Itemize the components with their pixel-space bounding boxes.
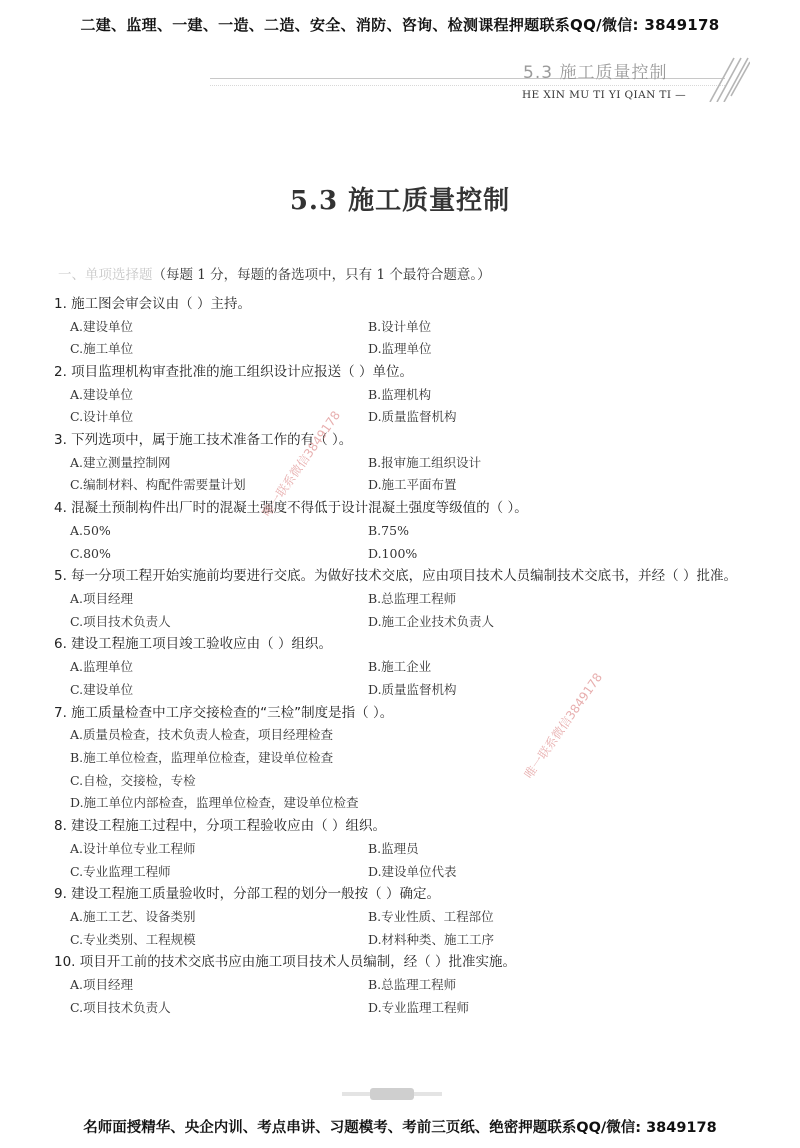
question-8 — [54, 815, 754, 883]
question-stem: 2. 项目监理机构审查批准的施工组织设计应报送（ ）单位。 — [54, 364, 413, 381]
top-banner: 二建、监理、一建、一造、二造、安全、消防、咨询、检测课程押题联系QQ/微信: 3849178 — [80, 16, 720, 34]
options — [54, 906, 754, 952]
running-head — [210, 56, 750, 102]
option-d: D.质量监督机构 — [368, 409, 457, 425]
option-b: B.总监理工程师 — [368, 976, 457, 992]
option-d: D.施工单位内部检查，监理单位检查，建设单位检查 — [70, 795, 359, 811]
options — [54, 974, 754, 1020]
page-number-smudge — [342, 1088, 442, 1100]
option-c: C.自检，交接检，专检 — [70, 772, 196, 788]
option-b: B.专业性质、工程部位 — [368, 908, 494, 924]
option-d: D.施工平面布置 — [368, 477, 457, 493]
options — [54, 384, 754, 430]
part-heading — [58, 263, 491, 283]
option-d: D.建设单位代表 — [368, 863, 457, 879]
options — [54, 838, 754, 884]
question-stem: 9. 建设工程施工质量验收时，分部工程的划分一般按（ ）确定。 — [54, 886, 440, 903]
option-a: A.监理单位 — [70, 658, 134, 674]
option-c: C.项目技术负责人 — [70, 999, 171, 1015]
option-b: B.施工单位检查，监理单位检查，建设单位检查 — [70, 749, 334, 765]
option-b: B.监理机构 — [368, 386, 432, 402]
option-b: B.施工企业 — [368, 658, 432, 674]
option-c: C.项目技术负责人 — [70, 613, 171, 629]
option-d: D.100% — [368, 545, 418, 561]
option-c: C.80% — [70, 545, 111, 561]
option-b: B.75% — [368, 522, 409, 538]
question-3 — [54, 429, 754, 497]
option-b: B.报审施工组织设计 — [368, 454, 482, 470]
option-a: A.设计单位专业工程师 — [70, 840, 196, 856]
running-head-subtitle: HE XIN MU TI YI QIAN TI — — [522, 89, 687, 101]
option-a: A.建设单位 — [70, 318, 134, 334]
question-6 — [54, 633, 754, 701]
option-b: B.监理员 — [368, 840, 419, 856]
question-10 — [54, 951, 754, 1019]
option-c: C.施工单位 — [70, 341, 134, 357]
option-c: C.建设单位 — [70, 681, 134, 697]
watermark: 唯一联系微信3849178 — [521, 670, 606, 782]
question-1 — [54, 293, 754, 361]
part-label: 一、单项选择题 — [58, 267, 153, 283]
option-a: A.质量员检查，技术负责人检查，项目经理检查 — [70, 727, 334, 743]
option-a: A.施工工艺、设备类别 — [70, 908, 196, 924]
option-a: A.项目经理 — [70, 590, 134, 606]
question-2 — [54, 361, 754, 429]
option-b: B.总监理工程师 — [368, 590, 457, 606]
question-list — [54, 293, 754, 1020]
bottom-banner: 名师面授精华、央企内训、考点串讲、习题模考、考前三页纸、绝密押题联系QQ/微信: 3849178 — [83, 1120, 717, 1136]
option-c: C.专业监理工程师 — [70, 863, 171, 879]
question-stem: 6. 建设工程施工项目竣工验收应由（ ）组织。 — [54, 636, 332, 653]
question-4 — [54, 497, 754, 565]
options — [54, 452, 754, 498]
option-c: C.编制材料、构配件需要量计划 — [70, 477, 246, 493]
options — [54, 520, 754, 566]
watermark: 唯一联系微信3849178 — [259, 408, 344, 520]
question-5 — [54, 565, 754, 633]
option-a: A.项目经理 — [70, 976, 134, 992]
running-head-dotted-rule — [210, 85, 725, 86]
option-d: D.施工企业技术负责人 — [368, 613, 495, 629]
option-d: D.材料种类、施工工序 — [368, 931, 495, 947]
question-stem: 1. 施工图会审会议由（ ）主持。 — [54, 296, 251, 312]
options — [54, 588, 754, 634]
question-stem: 10. 项目开工前的技术交底书应由施工项目技术人员编制，经（ ）批准实施。 — [54, 954, 517, 971]
option-a: A.建立测量控制网 — [70, 454, 171, 470]
question-stem: 3. 下列选项中，属于施工技术准备工作的有（ ）。 — [54, 432, 353, 449]
section-title: 5.3 施工质量控制 — [289, 186, 511, 216]
option-d: D.质量监督机构 — [368, 681, 457, 697]
option-d: D.专业监理工程师 — [368, 999, 470, 1015]
options — [54, 316, 754, 362]
question-stem: 7. 施工质量检查中工序交接检查的“三检”制度是指（ ）。 — [54, 704, 394, 721]
options — [54, 656, 754, 702]
footer-blot — [370, 1088, 414, 1100]
question-stem: 4. 混凝土预制构件出厂时的混凝土强度不得低于设计混凝土强度等级值的（ ）。 — [54, 500, 528, 517]
option-b: B.设计单位 — [368, 318, 432, 334]
running-head-title: 5.3 施工质量控制 — [523, 63, 668, 83]
option-c: C.专业类别、工程规模 — [70, 931, 196, 947]
question-stem: 8. 建设工程施工过程中，分项工程验收应由（ ）组织。 — [54, 818, 386, 835]
question-stem: 5. 每一分项工程开始实施前均要进行交底。为做好技术交底，应由项目技术人员编制技术交底书，并经（ ）批准。 — [54, 568, 737, 585]
question-7 — [54, 702, 754, 816]
option-a: A.50% — [70, 522, 111, 538]
question-9 — [54, 883, 754, 951]
hatch-decoration-icon — [700, 56, 750, 102]
option-c: C.设计单位 — [70, 409, 134, 425]
option-d: D.监理单位 — [368, 341, 432, 357]
part-instruction: （每题 1 分，每题的备选项中，只有 1 个最符合题意。） — [152, 267, 491, 283]
options — [54, 724, 754, 815]
option-a: A.建设单位 — [70, 386, 134, 402]
